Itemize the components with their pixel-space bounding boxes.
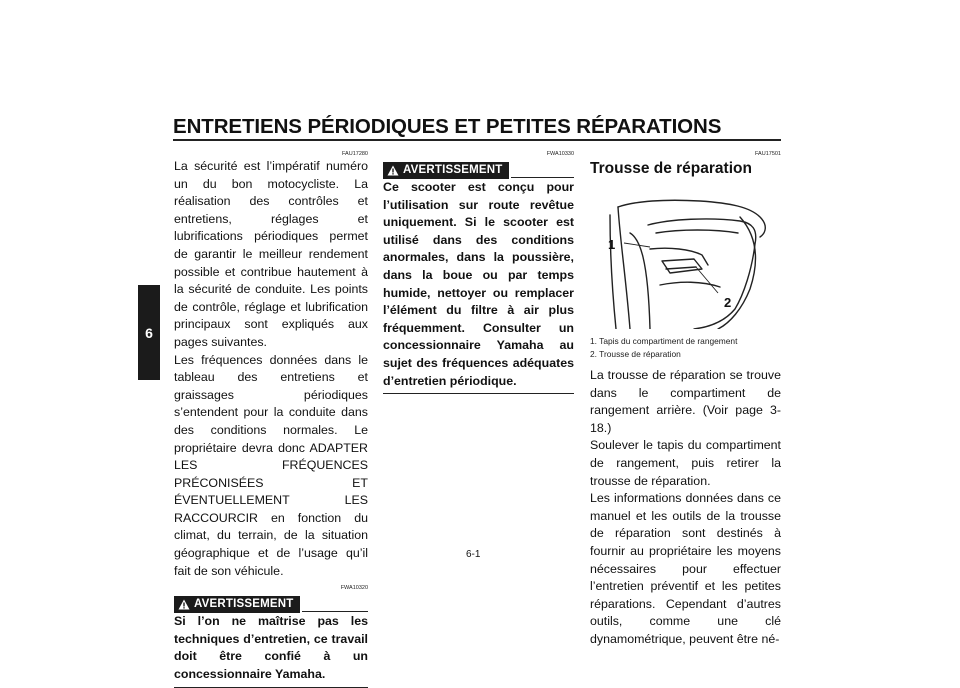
page-number: 6-1 [466,549,481,560]
callout-1: 1 [608,237,616,252]
chapter-tab: 6 [138,285,160,380]
warning-text: Ce scooter est conçu pour l’utilisation sur route revêtue uniquement. Si le scooter est utilisé dans des conditions anormales, dans la poussière, dans la boue ou par temps humide, nettoyer ou remplacer l’élément du filtre à air plus fréquemment. Consulter un concessionnaire Yamaha au sujet des fréquences adéquates d’entretien périodique. [383,179,574,394]
callout-2: 2 [724,295,732,310]
reference-code: FWA10330 [546,151,574,157]
storage-compartment-illustration [590,189,776,329]
section-title: Trousse de réparation [590,160,752,177]
page-title: ENTRETIENS PÉRIODIQUES ET PETITES RÉPARATIONS [173,115,722,138]
warning-header [174,596,368,613]
figure-captions [590,335,781,360]
column-1 [174,151,368,688]
warning-label: AVERTISSEMENT [194,598,294,611]
title-rule [173,139,781,141]
warning-triangle-icon [178,599,190,610]
info-paragraph: Les informations données dans ce manuel et les outils de la trousse de réparation sont destinés à fournir au propriétaire les moyens nécessaires pour effectuer l’entretien préventif et les petites réparations. Cependant d’autres outils, comme une clé dynamométrique, peuvent être né- [590,491,781,646]
warning-badge [174,596,300,613]
caption-item: 2. Trousse de réparation [590,348,681,359]
warning-header [383,162,574,179]
warning-rule [302,611,368,612]
warning-label: AVERTISSEMENT [403,164,503,176]
warning-rule [511,177,574,178]
location-paragraph: La trousse de réparation se trouve dans le compartiment de rangement arrière. (Voir page 3-18.) [590,368,781,435]
caption-item: 1. Tapis du compartiment de rangement [590,336,738,346]
reference-code: FWA10320 [340,585,368,592]
intro-paragraph: La sécurité est l’impératif numéro un du bon motocycliste. La réalisation des contrôles et entretiens, réglages et lubrifications périodiques permet de garantir le meilleur rendement possible et contribue hautement à la sécurité de conduite. Les points de contrôle, réglage et lubrification principaux sont expliqués aux pages suivantes. [174,159,368,349]
column-2 [383,151,574,394]
warning-text: Si l’on ne maîtrise pas les techniques d’entretien, ce travail doit être confié à un concessionnaire Yamaha. [174,613,368,687]
column-3 [590,151,781,649]
warning-badge [383,162,509,179]
reference-code: FAU17501 [755,151,781,157]
reference-code: FAU17280 [342,151,368,157]
frequency-paragraph: Les fréquences données dans le tableau des entretiens et graissages périodiques s’entendent pour la conduite dans des conditions normales. Le propriétaire devra donc ADAPTER LES FRÉQUENCES PRÉCONISÉES ET ÉVENTUELLEMENT LES RACCOURCIR en fonction du climat, du terrain, de la situation géographique et de l’usage qu’il fait de son véhicule. [174,352,368,578]
removal-paragraph: Soulever le tapis du compartiment de rangement, puis retirer la trousse de réparation. [590,438,781,488]
repair-kit-figure [590,189,776,329]
warning-triangle-icon [387,165,399,176]
